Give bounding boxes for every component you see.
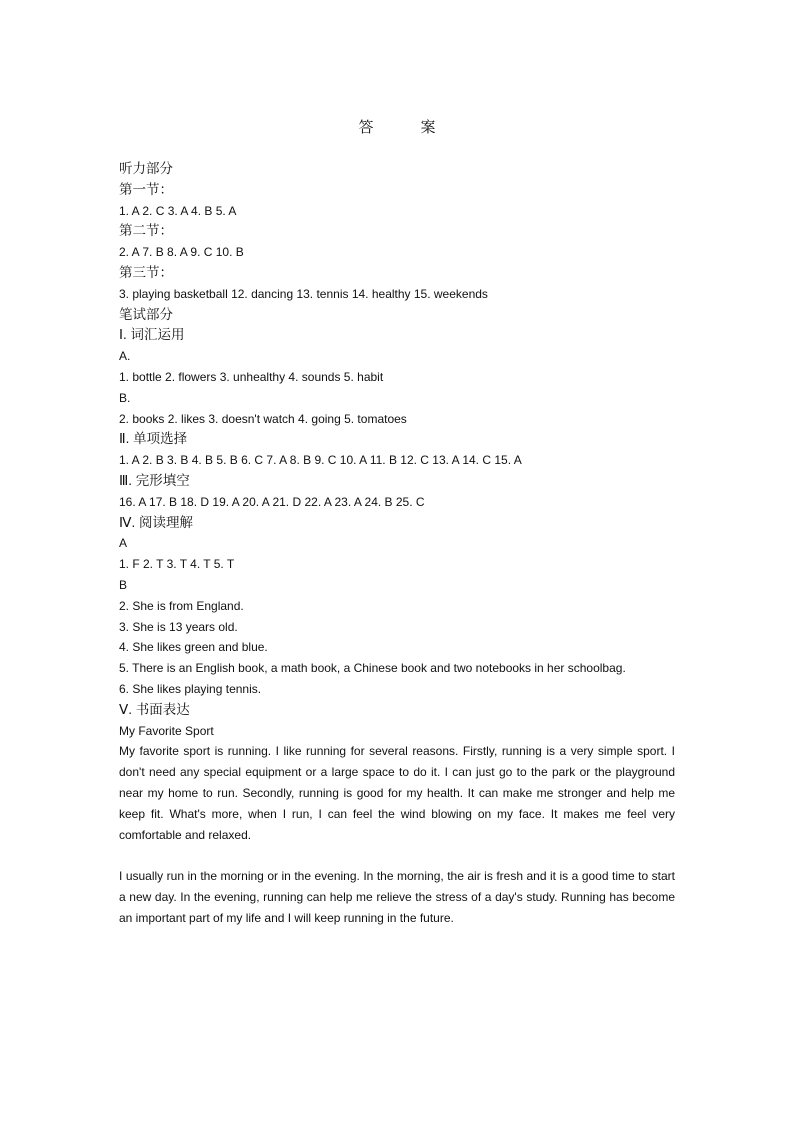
writing-heading: Ⅴ. 书面表达	[119, 701, 190, 717]
reading-b-answer: 2. She is from England.	[119, 598, 244, 613]
reading-a-answers: 1. F 2. T 3. T 4. T 5. T	[119, 557, 235, 572]
reading-b-label: B	[119, 577, 128, 592]
listening-heading: 听力部分	[119, 161, 173, 176]
essay-paragraph: My favorite sport is running. I like running for several reasons. Firstly, running is a very simple sport. I don't need any special equipment or a large space to do it. I can just go to the park or the playground near my home to run. Secondly, running is good for my health. It can make me stronger and help me keep fit. What's more, when I run, I can feel the wind blowing on my face. It makes me feel very comfortable and relaxed.	[119, 744, 675, 842]
vocab-a-answers: 1. bottle 2. flowers 3. unhealthy 4. sounds 5. habit	[119, 369, 384, 384]
essay-title: My Favorite Sport	[119, 723, 214, 738]
listening-section-3-answers: 3. playing basketball 12. dancing 13. tennis 14. healthy 15. weekends	[119, 286, 488, 301]
page-title: 答 案	[358, 119, 452, 136]
reading-b-answer: 6. She likes playing tennis.	[119, 681, 262, 696]
listening-section-1-label: 第一节：	[119, 181, 173, 197]
cloze-heading: Ⅲ. 完形填空	[119, 472, 190, 488]
essay-paragraph: I usually run in the morning or in the evening. In the morning, the air is fresh and it is a good time to start a new day. In the evening, running can help me relieve the stress of a day's study. Running has become an important part of my life and I will keep running in the future.	[119, 869, 675, 925]
reading-b-answer: 3. She is 13 years old.	[119, 619, 238, 634]
cloze-answers: 16. A 17. B 18. D 19. A 20. A 21. D 22. A 23. A 24. B 25. C	[119, 494, 425, 509]
listening-section-2-label: 第二节：	[119, 223, 173, 239]
reading-a-label: A	[119, 536, 128, 551]
reading-b-answer: 4. She likes green and blue.	[119, 640, 268, 655]
choice-heading: Ⅱ. 单项选择	[119, 431, 188, 447]
essay-body	[119, 741, 675, 928]
reading-b-answer: 5. There is an English book, a math book, a Chinese book and two notebooks in her schoolbag.	[119, 661, 626, 676]
vocab-b-label: B.	[119, 390, 131, 405]
vocab-a-label: A.	[119, 349, 131, 364]
answer-content	[119, 159, 675, 928]
listening-section-3-label: 第三节：	[119, 264, 173, 280]
listening-section-1-answers: 1. A 2. C 3. A 4. B 5. A	[119, 203, 237, 218]
listening-section-2-answers: 2. A 7. B 8. A 9. C 10. B	[119, 245, 244, 260]
written-heading: 笔试部分	[119, 306, 173, 322]
vocab-heading: Ⅰ. 词汇运用	[119, 327, 185, 343]
reading-heading: Ⅳ. 阅读理解	[119, 514, 193, 530]
vocab-b-answers: 2. books 2. likes 3. doesn't watch 4. going 5. tomatoes	[119, 411, 407, 426]
choice-answers: 1. A 2. B 3. B 4. B 5. B 6. C 7. A 8. B 9. C 10. A 11. B 12. C 13. A 14. C 15. A	[119, 453, 522, 468]
